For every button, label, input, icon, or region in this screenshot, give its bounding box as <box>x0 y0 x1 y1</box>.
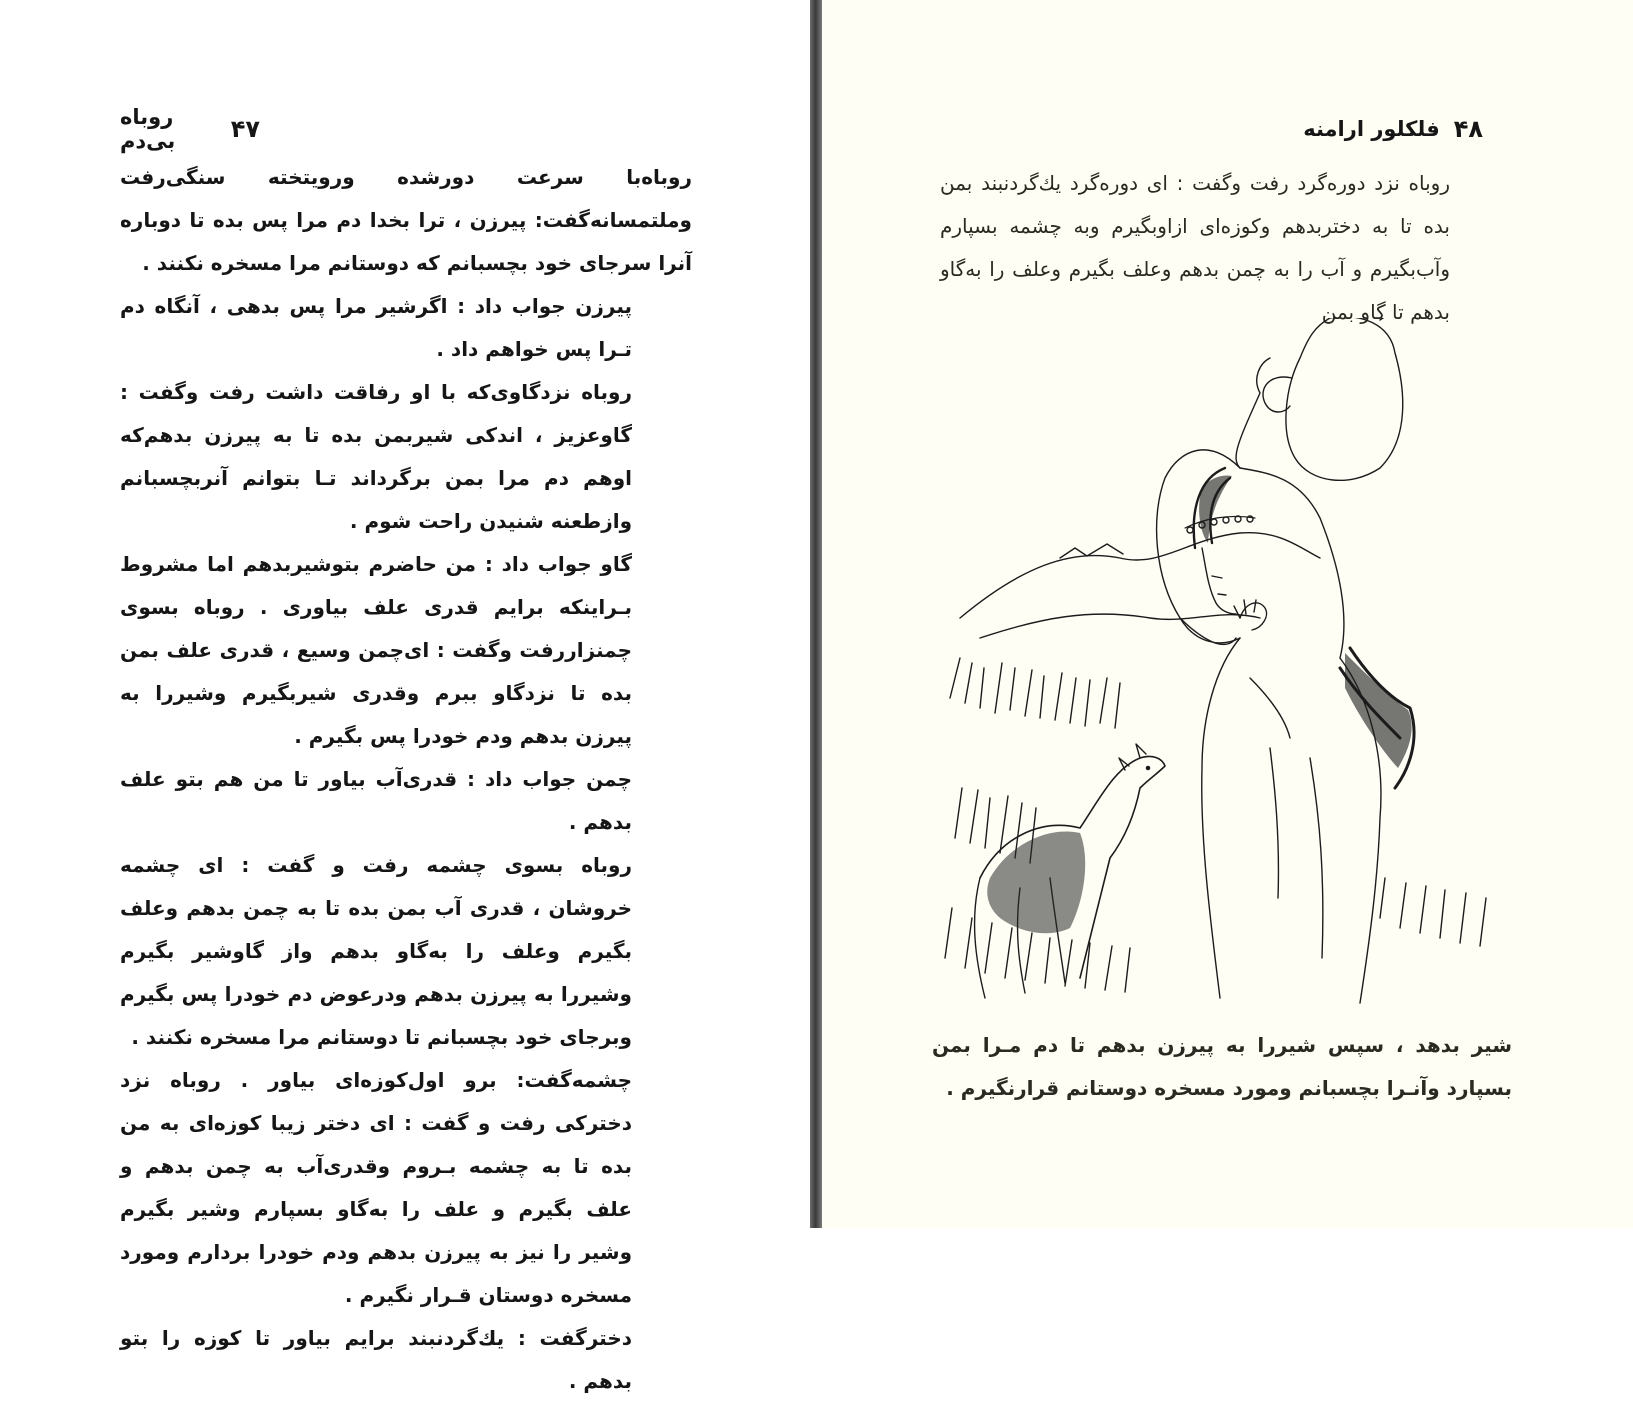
paragraph: روباه بسوی چشمه رفت و گفت : ای چشمه خروشان ، قدری آب بمن بده تا به چمن بدهم وعلف بگیرم وعلف را به‌گاو بدهم واز گاوشیر بگیرم وشیررا به پیرزن بدهم ودرعوض دم خودرا پس بگیرم وبرجای خود بچسبانم تا دوستانم مرا مسخره نکنند . <box>120 853 632 1049</box>
right-page-header <box>1283 114 1483 144</box>
right-page <box>822 0 1633 1228</box>
paragraph: روباه نزدگاوی‌که با او رفاقت داشت رفت وگفت : گاوعزیز ، اندکی شیربمن بده تا به پیرزن بدهم‌که اوهم دم مرا بمن برگرداند تـا بتوانم آنربچسبانم وازطعنه شنیدن راحت شوم . <box>120 380 632 533</box>
book-gutter <box>810 0 822 1228</box>
paragraph: چشمه‌گفت: برو اول‌کوزه‌ای بیاور . روباه نزد دخترکی رفت و گفت : ای دختر زیبا کوزه‌ای به من بده تا به چشمه بـروم وقدری‌آب به چمن بدهم و علف بگیرم و علف را به‌گاو بسپارم وشیر بگیرم وشیر را نیز به پیرزن بدهم ودم خودرا بردارم ومورد مسخره دوستان قـرار نگیرم . <box>120 1068 632 1307</box>
right-page-number: ۴۸ <box>1453 115 1483 143</box>
paragraph: دخترگفت : یك‌گردنبند برایم بیاور تا کوزه را بتو بدهم . <box>120 1326 632 1393</box>
left-page-header <box>120 105 260 153</box>
paragraph: گاو جواب داد : من حاضرم بتوشیربدهم اما مشروط بـراینکه برایم قدری علف بیاوری . روباه بسوی چمنزاررفت وگفت : ای‌چمن وسیع ، قدری علف بمن بده تا نزدگاو ببرم وقدری شیربگیرم وشیررا به پیرزن بدهم ودم خودرا پس بگیرم . <box>120 552 632 748</box>
paragraph: شیر بدهد ، سپس شیررا به پیرزن بدهم تا دم مـرا بمن بسپارد وآنـرا بچسبانم ومورد مسخره دوستانم قرارنگیرم . <box>932 1033 1512 1100</box>
right-page-bottom-text <box>932 1024 1512 1110</box>
right-page-title: فلکلور ارامنه <box>1303 117 1440 141</box>
right-page-top-text <box>940 162 1510 334</box>
paragraph: پیرزن جواب داد : اگرشیر مرا پس بدهی ، آنگاه دم تـرا پس خواهم داد . <box>120 294 632 361</box>
left-page-body <box>120 156 692 1403</box>
paragraph: روباه نزد دوره‌گرد رفت وگفت : ای دوره‌گرد یك‌گردنبند بمن بده تا به دختربدهم وکوزه‌ای ازاوبگیرم وبه چشمه بسپارم وآب‌بگیرم و آب را به چمن بدهم وعلف بگیرم وعلف را به‌گاو بدهم تا گاو بمن <box>940 171 1450 324</box>
paragraph: روباه‌با سرعت دورشده ورویتخته سنگی‌رفت وملتمسانه‌گفت: پیرزن ، ترا بخدا دم مرا پس بده تا دوباره آنرا سرجای خود بچسبانم که دوستانم مرا مسخره نکنند . <box>120 165 692 275</box>
left-page-number: ۴۷ <box>230 115 260 143</box>
left-page-title: روباه بی‌دم <box>120 105 176 153</box>
paragraph: چمن جواب داد : قدری‌آب بیاور تا من هم بتو علف بدهم . <box>120 767 632 834</box>
left-page <box>0 0 810 1393</box>
illustration-girl-with-jug-and-fox <box>940 318 1500 1008</box>
